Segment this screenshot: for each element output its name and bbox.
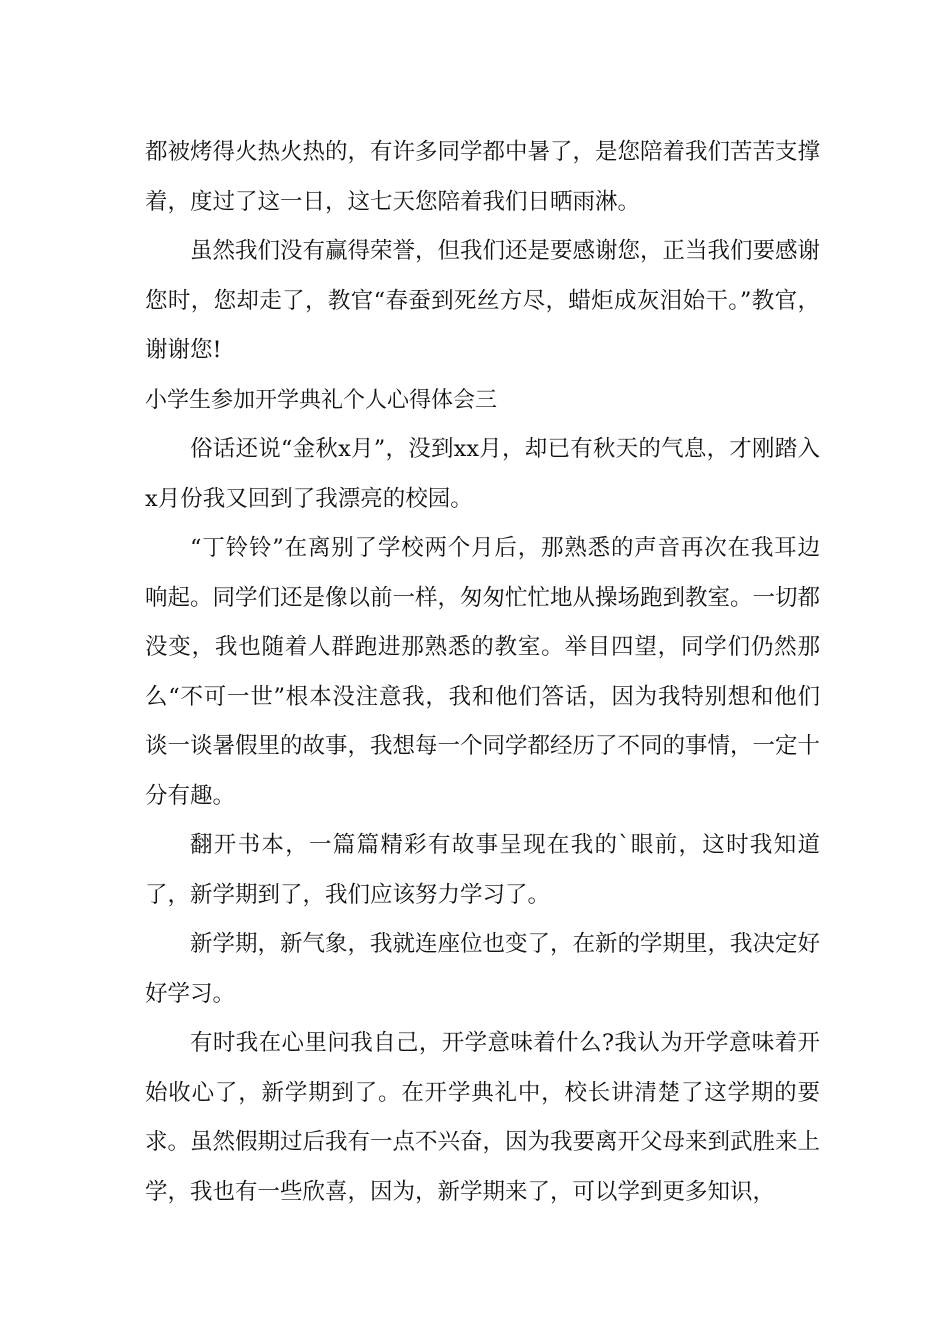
document-body: [145, 128, 820, 1217]
section-heading: 小学生参加开学典礼个人心得体会三: [145, 387, 498, 413]
paragraph-4: “丁铃铃”在离别了学校两个月后，那熟悉的声音再次在我耳边响起。同学们还是像以前一样，匆匆忙忙地从操场跑到教室。一切都没变，我也随着人群跑进那熟悉的教室。举目四望，同学们仍然那么“不可一世”根本没注意我，我和他们答话，因为我特别想和他们谈一谈暑假里的故事，我想每一个同学都经历了不同的事情，一定十分有趣。: [145, 535, 821, 809]
paragraph-7: 有时我在心里问我自己，开学意味着什么?我认为开学意味着开始收心了，新学期到了。在开学典礼中，校长讲清楚了这学期的要求。虽然假期过后我有一点不兴奋，因为我要离开父母来到武胜来上学，我也有一些欣喜，因为，新学期来了，可以学到更多知识，: [145, 1030, 821, 1205]
paragraph-6: 新学期，新气象，我就连座位也变了，在新的学期里，我决定好好学习。: [145, 931, 821, 1007]
paragraph-2: 虽然我们没有赢得荣誉，但我们还是要感谢您，正当我们要感谢您时，您却走了，教官“春蚕到死丝方尽，蜡炬成灰泪始干。”教官，谢谢您!: [145, 238, 821, 363]
paragraph-3: 俗话还说“金秋x月”，没到xx月，却已有秋天的气息，才刚踏入x月份我又回到了我漂亮的校园。: [145, 436, 820, 512]
paragraph-5: 翻开书本，一篇篇精彩有故事呈现在我的`眼前，这时我知道了，新学期到了，我们应该努力学习了。: [145, 832, 820, 908]
paragraph-1: 都被烤得火热火热的，有许多同学都中暑了，是您陪着我们苦苦支撑着，度过了这一日，这七天您陪着我们日晒雨淋。: [145, 139, 821, 215]
